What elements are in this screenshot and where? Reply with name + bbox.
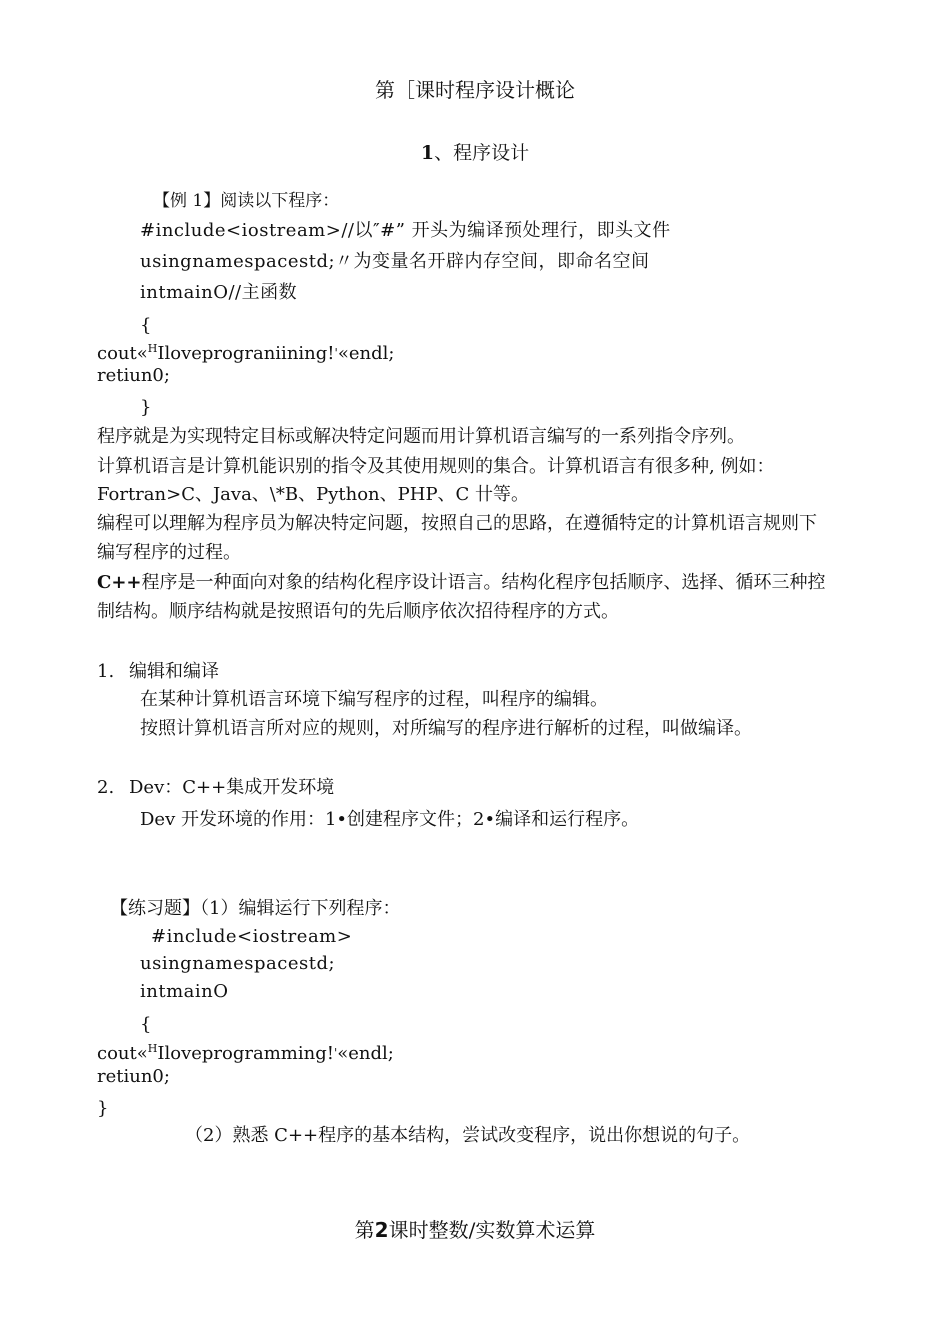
paragraph-language-line2: Fortran>C、Java、\*B、Python、PHP、C 卄等。 xyxy=(97,484,530,505)
paragraph-program-definition: 程序就是为实现特定目标或解决特定问题而用计算机语言编写的一系列指令序列。 xyxy=(97,426,745,447)
list-item-1-line2: 按照计算机语言所对应的规则，对所编写的程序进行解析的过程，叫做编译。 xyxy=(140,718,752,739)
paragraph-language-line1: 计算机语言是计算机能识别的指令及其使用规则的集合。计算机语言有很多种, 例如： xyxy=(97,456,775,477)
exercise-item-2: （2）熟悉 C++程序的基本结构，尝试改变程序，说出你想说的句子。 xyxy=(185,1125,751,1146)
list-item-2-line1: Dev 开发环境的作用：1•创建程序文件；2•编译和运行程序。 xyxy=(140,809,640,830)
list-item-1-line1: 在某种计算机语言环境下编写程序的过程，叫程序的编辑。 xyxy=(140,689,608,710)
example-code-brace-open: { xyxy=(140,315,152,336)
exercise-code-cout: cout«$^H$Iloveprogramming!'«endl; xyxy=(97,1042,394,1064)
list-item-2-title: Dev：C++集成开发环境 xyxy=(129,777,335,798)
list-item-1-number: 1. xyxy=(97,661,115,682)
exercise-code-return: retiun0; xyxy=(97,1066,170,1087)
exercise-code-main: intmainO xyxy=(140,981,229,1002)
cpp-bold: C++ xyxy=(97,572,142,593)
example-code-cout: cout«$^H$Iloveprograniining!'«endl; xyxy=(97,342,395,364)
list-item-2-number: 2. xyxy=(97,777,115,798)
paragraph-cpp-line1: C++程序是一种面向对象的结构化程序设计语言。结构化程序包括顺序、选择、循环三种控 xyxy=(97,572,826,593)
example-code-brace-close: } xyxy=(140,397,152,418)
section1-title: 、程序设计 xyxy=(434,142,530,164)
lesson2-title: 第2课时整数/实数算术运算 xyxy=(354,1218,596,1242)
list-item-1-title: 编辑和编译 xyxy=(129,661,219,682)
section1-number: 1 xyxy=(420,142,435,164)
paragraph-programming-line1: 编程可以理解为程序员为解决特定问题，按照自己的思路，在遵循特定的计算机语言规则下 xyxy=(97,513,817,534)
example-code-include: #include<iostream>//以″#” 开头为编译预处理行，即头文件 xyxy=(140,220,671,241)
lesson1-title: 第［课时程序设计概论 xyxy=(375,78,575,102)
exercise-code-include: #include<iostream> xyxy=(151,926,353,947)
section1-heading xyxy=(0,141,950,165)
exercise-label: 【练习题】（1）编辑运行下列程序： xyxy=(110,898,401,919)
paragraph-cpp-line2: 制结构。顺序结构就是按照语句的先后顺序依次招待程序的方式。 xyxy=(97,601,619,622)
example-code-main: intmainO//主函数 xyxy=(140,282,298,303)
example-code-namespace: usingnamespacestd;〃为变量名开辟内存空间，即命名空间 xyxy=(140,251,650,272)
paragraph-programming-line2: 编写程序的过程。 xyxy=(97,542,241,563)
example-label: 【例 1】阅读以下程序： xyxy=(153,191,340,211)
exercise-code-brace-close: } xyxy=(97,1098,109,1119)
example-code-return: retiun0; xyxy=(97,365,170,386)
exercise-code-brace-open: { xyxy=(140,1014,152,1035)
lesson2-number: 2 xyxy=(374,1218,389,1242)
exercise-code-namespace: usingnamespacestd; xyxy=(140,953,336,974)
